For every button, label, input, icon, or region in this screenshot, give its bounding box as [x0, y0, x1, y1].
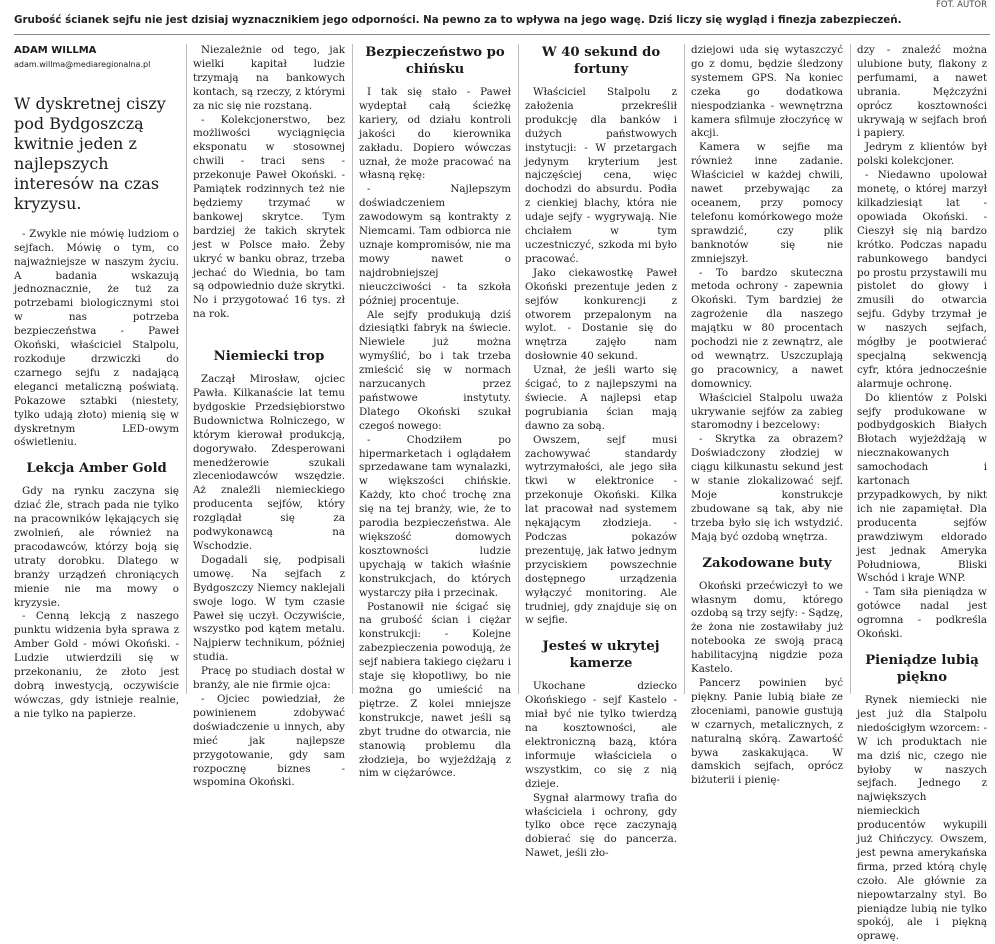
paragraph: Rynek niemiecki nie jest już dla Stalpolu niedościgłym wzorcem: - W ich produktach nie ma dziś nic, czego nie byłoby w naszych sejfach. Jednego z największych niemieckich producentów wykupili już Chińczycy. Owszem, jest pewna amerykańska firma, przed którą chylę czoło. Ale głównie za niepowtarzalny styl. Bo pieniądze lubią nie tylko spokój, ale i piękną oprawę. — [857, 693, 987, 943]
paragraph: - Cenną lekcją z naszego punktu widzenia była sprawa z Amber Gold - mówi Okoński. - Ludzie utwierdzili się w przekonaniu, że złoto jest dobrą inwestycją, oczywiście wówczas, gdy istnieje realnie, a nie tylko na papierze. — [14, 610, 179, 720]
column-4 — [525, 44, 677, 860]
caption-divider — [14, 34, 990, 35]
subheading-amber-gold: Lekcja Amber Gold — [26, 461, 167, 477]
column-3 — [359, 44, 511, 780]
paragraph: Do klientów z Polski sejfy produkowane w podbydgoskich Białych Błotach wyjeżdżają w niecznakowanych samochodach i kartonach przypadkowych, by nikt ich nie zapamiętał. Dla producenta sejfów prawdziwym eldorado jest jednak Ameryka Południowa, Bliski Wschód i kraje WNP. — [857, 391, 987, 585]
paragraph: Pracę po studiach dostał w branży, ale nie firmie ojca: — [193, 665, 345, 692]
article-lead: W dyskretnej ciszy pod Bydgoszczą kwitnie jeden z najlepszych interesów na czas kryzysu. — [14, 93, 166, 213]
paragraph: - To bardzo skuteczna metoda ochrony - zapewnia Okoński. Tym bardziej że zagrożenie dla naszego majątku w 80 procentach pochodzi nie z zewnątrz, ale od wewnątrz. Uszczuplają go pracownicy, a nawet domownicy. — [691, 266, 843, 390]
paragraph: Postanowił nie ścigać się na grubość ścian i ciężar konstrukcji: - Kolejne zabezpieczenia powodują, że sejf nabiera takiego ciężaru i staje się kłopotliwy, bo nie można go umieścić na piętrze. Z kolei mniejsze konstrukcje, nawet jeśli są zbyt trudne do otwarcia, nie stanowią problemu dla złodzieja, bo wyjeżdżają z nim w ciężarówce. — [359, 600, 511, 780]
column-divider — [352, 44, 353, 694]
paragraph: - Skrytka za obrazem? Doświadczony złodziej w ciągu kilkunastu sekund jest w stanie zlokalizować sejf. Moje konstrukcje zbudowane są tak, aby nie trzeba było się ich wstydzić. Mają być ozdobą wnętrza. — [691, 433, 843, 543]
column-divider — [850, 44, 851, 694]
paragraph: - Niedawno upolował monetę, o której marzył kilkadziesiąt lat - opowiada Okoński. - Cieszył się nią bardzo krótko. Podczas napadu rabunkowego bandyci po prostu przystawili mu pistolet do głowy i zmusili do otwarcia sejfu. Gdyby trzymał je w naszych sejfach, mógłby je pootwierać specjalną sekwencją cyfr, która jednocześnie alarmuje ochronę. — [857, 169, 987, 390]
subheading-niemiecki-trop: Niemiecki trop — [213, 349, 325, 365]
paragraph: - Chodziłem po hipermarketach i oglądałem sprzedawane tam wynalazki, w większości chińskie. Każdy, kto choć trochę zna się na tej branży, wie, że to parodia bezpieczeństwa. Ale większość domowych kosztowności ludzie upychają w takich właśnie konstrukcjach, do których wystarczy piła i przecinak. — [359, 433, 511, 599]
paragraph: Ale sejfy produkują dziś dziesiątki fabryk na świecie. Niewiele już można wymyślić, bo i tak trzeba zmieścić się w normach narzucanych przez państwowe instytuty. Dlatego Okoński szukał czegoś nowego: — [359, 308, 511, 432]
column-1 — [14, 44, 179, 720]
paragraph: Okoński przećwiczył to we własnym domu, którego ozdobą są trzy sejfy: - Sądzę, że żona nie zostawiłaby już notebooka ze swoją pracą habilitacyjną nigdzie poza Kastelo. — [691, 579, 843, 676]
paragraph: - Zwykle nie mówię ludziom o sejfach. Mówię o tym, co najważniejsze w naszym życiu. A badania wskazują jednoznacznie, że tuż za potrzebami biologicznymi stoi w nas potrzeba bezpieczeństwa - Paweł Okoński, właściciel Stalpolu, rozkoduje drzwiczki do czarnego sejfu z nadającą eleganci metaliczną poświatą. Pokazowe sztabki (niestety, tylko udają złoto) mienią się w dyskretnym LED-owym oświetleniu. — [14, 227, 179, 449]
column-5 — [691, 44, 843, 787]
photo-credit: FOT. AUTOR — [936, 0, 987, 10]
paragraph: Jedrym z klientów był polski kolekcjoner. — [857, 141, 987, 168]
paragraph: Dogadali się, podpisali umowę. Na sejfach z Bydgoszczy Niemcy naklejali swoje logo. W tym czasie Paweł się uczył. Oczywiście, wszystko pod kątem metalu. Najpierw technikum, później studia. — [193, 553, 345, 664]
column-2 — [193, 44, 345, 789]
author-name: ADAM WILLMA — [14, 45, 97, 56]
column-divider — [186, 44, 187, 694]
paragraph: Owszem, sejf musi zachowywać standardy wytrzymałości, ale jego siła tkwi w elektronice - przekonuje Okoński. Kilka lat pracował nad systemem nękającym złodzieja. - Podczas pokazów prezentuję, jak łatwo jednym przyciskiem powszechnie dostępnego urządzenia wyłączyć monitoring. Ale trudniej, gdy znajduje się on w sejfie. — [525, 433, 677, 627]
paragraph: - Najlepszym doświadczeniem zawodowym są kontrakty z Niemcami. Tam odbiorca nie uznaje kompromisów, nie ma mowy nawet o najdrobniejszej nieuczciwości - ta szkoła później procentuje. — [359, 183, 511, 307]
subheading-40-sekund: W 40 sekund do fortuny — [541, 45, 661, 77]
paragraph: Pancerz powinien być piękny. Panie lubią białe ze złoceniami, panowie gustują w czarnych, metalicznych, z naturalną skórą. Zawartość bywa zaskakująca. W damskich sejfach, oprócz biżuterii i pienię- — [691, 676, 843, 787]
paragraph: Gdy na rynku zaczyna się dziać źle, strach pada nie tylko na pracowników lękających się zwolnień, ale również na pracodawców, którzy boją się utraty dorobku. Dlatego w branży urządzeń chroniących mienie nie ma mowy o kryzysie. — [14, 485, 179, 609]
paragraph: Jako ciekawostkę Paweł Okoński prezentuje jeden z sejfów konkurencji z otworem przepalonym na wylot. - Dostanie się do wnętrza zajęło nam dosłownie 40 sekund. — [525, 266, 677, 363]
photo-caption: Grubość ścianek sejfu nie jest dzisiaj wyznacznikiem jego odporności. Na pewno za to wpływa na jego wagę. Dziś liczy się wygląd i finezja zabezpieczeń. — [14, 14, 902, 26]
paragraph: dzy - znaleźć można ulubione buty, flakony z perfumami, a nawet ubrania. Mężczyźni oprócz kosztowności ukrywają w sejfach broń i papiery. — [857, 44, 987, 140]
author-email: adam.willma@mediaregionalna.pl — [14, 59, 151, 69]
paragraph: Ukochane dziecko Okońskiego - sejf Kastelo - miał być nie tylko twierdzą na kosztowności, ale elektroniczną bazą, która informuje właściciela o wszystkim, co się z nią dzieje. — [525, 680, 677, 790]
subheading-zakodowane-buty: Zakodowane buty — [702, 555, 832, 571]
subheading-pieniadze: Pieniądze lubią piękno — [865, 652, 979, 685]
column-divider — [518, 44, 519, 694]
subheading-bezpieczenstwo: Bezpieczeństwo po chińsku — [365, 45, 505, 77]
column-6 — [857, 44, 987, 943]
paragraph: Sygnał alarmowy trafia do właściciela i ochrony, gdy tylko obce ręce zaczynają dobierać się do pancerza. Nawet, jeśli zło- — [525, 791, 677, 860]
paragraph: Uznał, że jeśli warto się ścigać, to z najlepszymi na świecie. A najlepsi etap pogrubiania ścian mają dawno za sobą. — [525, 364, 677, 432]
paragraph: - Kolekcjonerstwo, bez możliwości wyciągnięcia eksponatu w stosownej chwili - traci sens - przekonuje Paweł Okoński. - Pamiątek rodzinnych też nie będziemy trzymać w bankowej skrytce. Tym bardziej że takich skrytek jest w Polsce mało. Żeby ukryć w banku obraz, trzeba jechać do Wiednia, bo tam są odpowiednio duże skrytki. No i przygotować 16 tys. zł na rok. — [193, 113, 345, 321]
paragraph: I tak się stało - Paweł wydeptał całą ścieżkę kariery, od działu kontroli jakości do kierownika zakładu. Dopiero wówczas uznał, że może pracować na własną rękę: — [359, 86, 511, 182]
paragraph: - Ojciec powiedział, że powinienem zdobywać doświadczenie u innych, aby mieć jak najlepsze przygotowanie, gdy sam rozpocznę biznes - wspomina Okoński. — [193, 692, 345, 789]
paragraph: - Tam siła pieniądza w gotówce nadal jest ogromna - podkreśla Okoński. — [857, 586, 987, 641]
paragraph: dziejowi uda się wytaszczyć go z domu, będzie śledzony systemem GPS. Na koniec czeka go dodatkowa niespodzianka - wewnętrzna kamera sfilmuje złoczyńcę w akcji. — [691, 44, 843, 140]
subheading-ukryta-kamera: Jesteś w ukrytej kamerze — [542, 639, 660, 672]
paragraph: Zaczął Mirosław, ojciec Pawła. Kilkanaście lat temu bydgoskie Przedsiębiorstwo Budownictwa Rolniczego, w którym kierował produkcją, dogorywało. Zdesperowani menedżerowie szukali zleceniodawców wszędzie. Aż znaleźli niemieckiego producenta sejfów, który rozglądał się za podwykonawcą na Wschodzie. — [193, 373, 345, 552]
column-divider — [684, 44, 685, 694]
paragraph: Kamera w sejfie ma również inne zadanie. Właściciel w każdej chwili, nawet przebywając za oceanem, przy pomocy telefonu komórkowego może sprawdzić, czy plik banknotów się nie zmniejszył. — [691, 141, 843, 265]
paragraph: Właściciel Stalpolu z założenia przekreślił produkcję dla banków i dużych państwowych instytucji: - W przetargach jedynym kryterium jest najczęściej cena, więc dochodzi do absurdu. Podła z cienkiej blachy, która nie udaje sejfy - wygrywają. Nie chciałem w tym uczestniczyć, szkoda mi było pracować. — [525, 86, 677, 265]
paragraph: Niezależnie od tego, jak wielki kapitał ludzie trzymają na bankowych kontach, są rzeczy, z którymi za nic się nie rozstaną. — [193, 44, 345, 112]
paragraph: Właściciel Stalpolu uważa ukrywanie sejfów za zabieg staromodny i bezcelowy: — [691, 391, 843, 432]
